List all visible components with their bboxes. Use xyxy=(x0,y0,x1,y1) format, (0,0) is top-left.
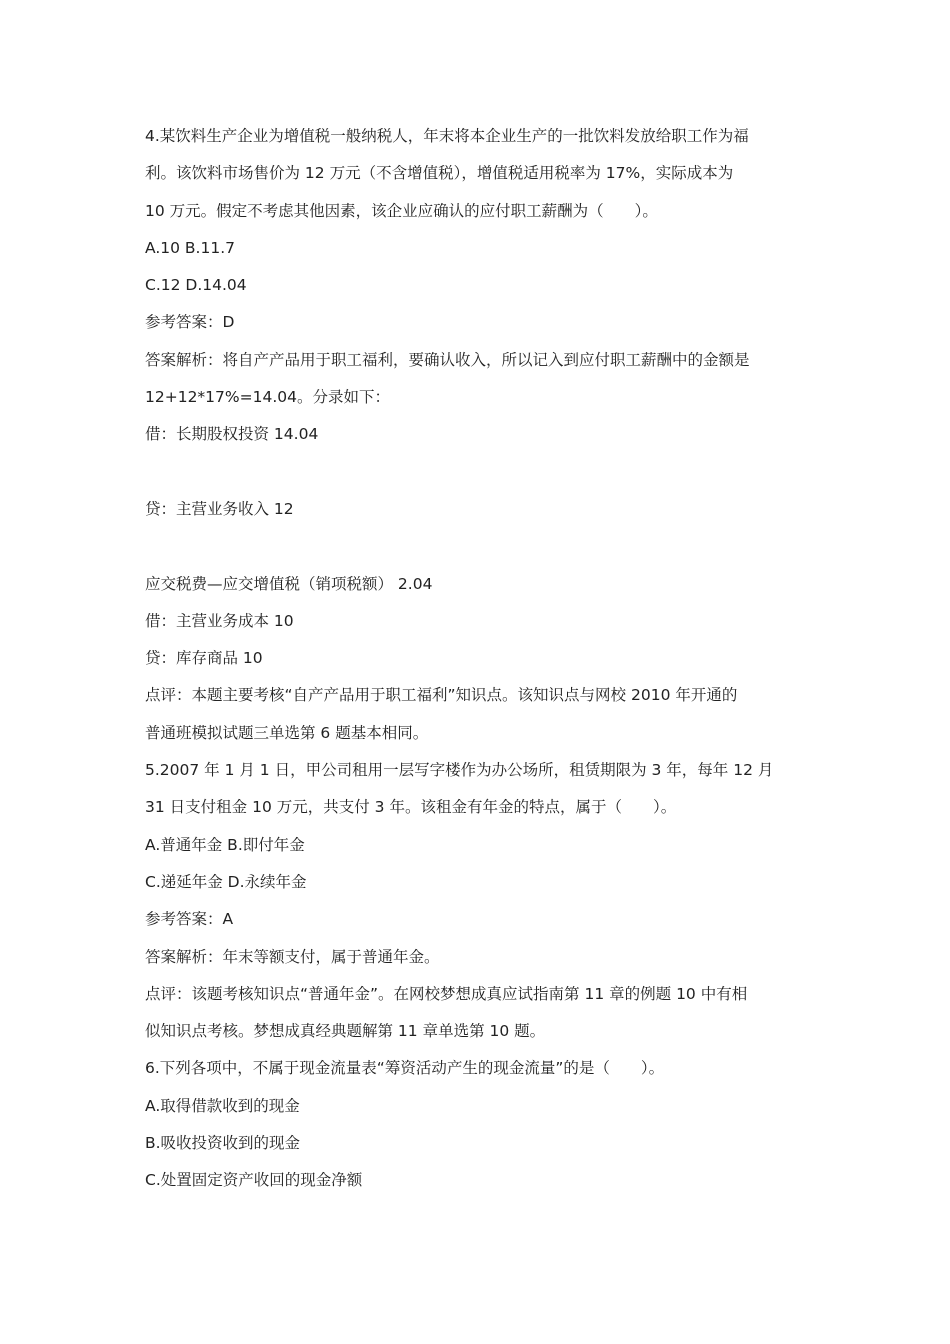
document-body xyxy=(145,118,815,1200)
journal-entry-credit-3: 贷：库存商品 10 xyxy=(145,649,263,668)
question-4-comment-line-1: 点评：本题主要考核“自产产品用于职工福利”知识点。该知识点与网校 2010 年开通的 xyxy=(145,686,738,705)
journal-entry-credit-1: 贷：主营业务收入 12 xyxy=(145,499,294,518)
blank-line xyxy=(145,528,815,565)
question-5-comment-line-1: 点评：该题考核知识点“普通年金”。在网校梦想成真应试指南第 11 章的例题 10 中有相 xyxy=(145,984,748,1003)
question-4-options-ab: A.10 B.11.7 xyxy=(145,238,235,257)
question-4-comment-line-2: 普通班模拟试题三单选第 6 题基本相同。 xyxy=(145,723,429,742)
journal-entry-debit-1: 借：长期股权投资 14.04 xyxy=(145,425,319,444)
question-5-options-cd: C.递延年金 D.永续年金 xyxy=(145,872,307,891)
question-5-comment-line-2: 似知识点考核。梦想成真经典题解第 11 章单选第 10 题。 xyxy=(145,1022,546,1041)
question-5-explanation: 答案解析：年末等额支付，属于普通年金。 xyxy=(145,947,440,966)
question-4-explanation-line-1: 答案解析：将自产产品用于职工福利，要确认收入，所以记入到应付职工薪酬中的金额是 xyxy=(145,350,750,369)
question-4-stem-line-2: 利。该饮料市场售价为 12 万元（不含增值税），增值税适用税率为 17%，实际成本为 xyxy=(145,164,734,183)
question-4-answer: 参考答案：D xyxy=(145,313,235,332)
journal-entry-credit-2: 应交税费—应交增值税（销项税额） 2.04 xyxy=(145,574,433,593)
question-6-option-a: A.取得借款收到的现金 xyxy=(145,1096,300,1115)
journal-entry-debit-2: 借：主营业务成本 10 xyxy=(145,611,294,630)
blank-line xyxy=(145,454,815,491)
question-4-explanation-line-2: 12+12*17%=14.04。分录如下： xyxy=(145,388,390,407)
question-6-stem: 6.下列各项中，不属于现金流量表“筹资活动产生的现金流量”的是（ ）。 xyxy=(145,1059,665,1078)
question-4-stem-line-1: 4.某饮料生产企业为增值税一般纳税人，年末将本企业生产的一批饮料发放给职工作为福 xyxy=(145,127,749,145)
question-5-options-ab: A.普通年金 B.即付年金 xyxy=(145,835,305,854)
question-4-options-cd: C.12 D.14.04 xyxy=(145,276,247,295)
question-5-stem-line-1: 5.2007 年 1 月 1 日，甲公司租用一层写字楼作为办公场所，租赁期限为 3 年，每年 12 月 xyxy=(145,761,774,780)
question-5-stem-line-2: 31 日支付租金 10 万元，共支付 3 年。该租金有年金的特点，属于（ ）。 xyxy=(145,798,677,817)
question-6-option-b: B.吸收投资收到的现金 xyxy=(145,1134,301,1153)
question-5-answer: 参考答案：A xyxy=(145,910,234,929)
question-6-option-c: C.处置固定资产收回的现金净额 xyxy=(145,1171,363,1190)
question-4-stem-line-3: 10 万元。假定不考虑其他因素，该企业应确认的应付职工薪酬为（ ）。 xyxy=(145,201,658,220)
